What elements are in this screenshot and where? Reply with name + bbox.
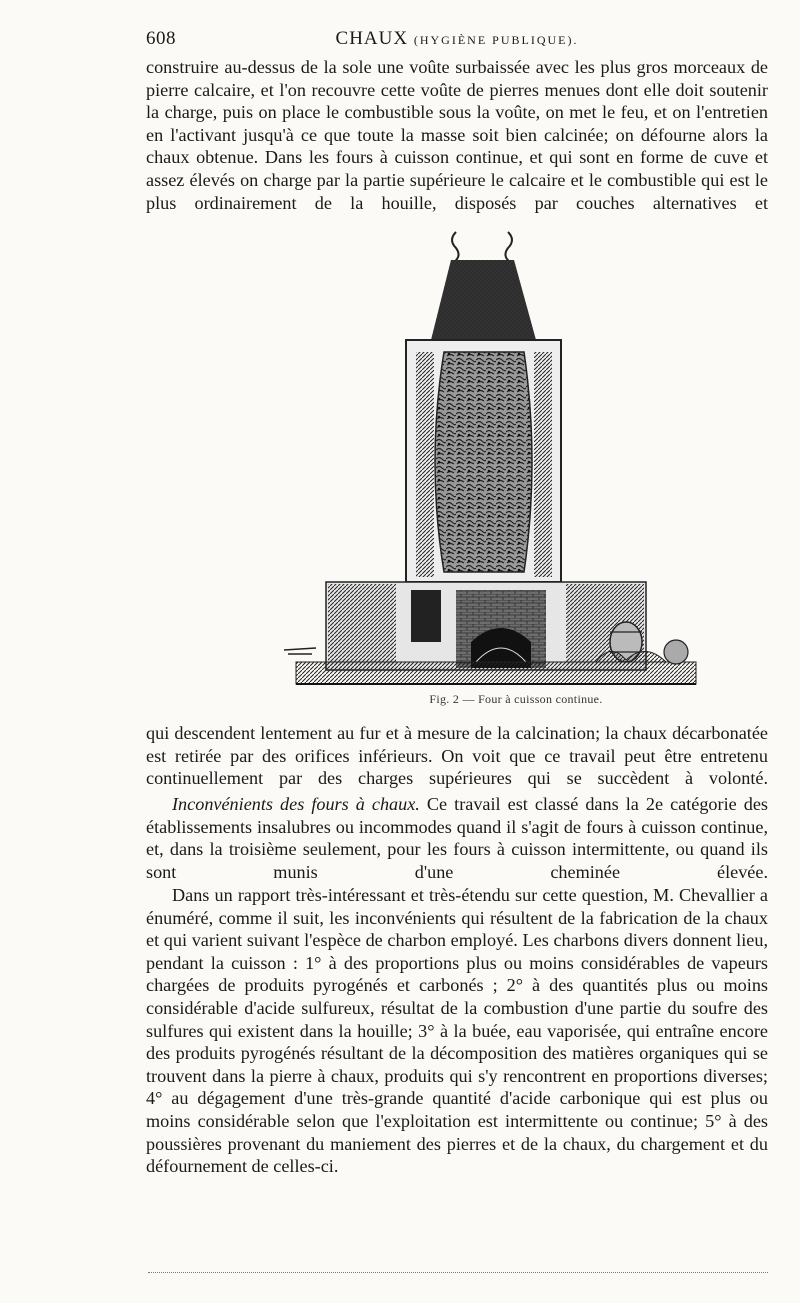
kiln-illustration <box>266 222 726 690</box>
paragraph-inconvenients <box>146 793 768 883</box>
ground-platform <box>296 662 696 684</box>
running-header <box>146 28 768 52</box>
running-title-subtitle: (HYGIÈNE PUBLIQUE). <box>413 33 579 47</box>
section-heading: Inconvénients des fours à chaux. <box>172 794 420 814</box>
chimney-cone <box>431 260 536 340</box>
running-title <box>146 28 768 50</box>
section-body: Ce travail est classé dans la 2e catégorie des établissements insalubres ou incommodes quand il s'agit de fours à cuisson continue, et, dans la troisième seulement, pour les fours à cuisson intermittente, ou quand ils sont munis d'une cheminée élevée. <box>146 794 768 882</box>
paragraph-intro: construire au-dessus de la sole une voûte surbaissée avec les plus gros morceaux de pierre calcaire, et l'on recouvre cette voûte de pierres menues dont elle doit soutenir la charge, puis on place le combustible sous la voûte, on met le feu, et on l'entretien en l'activant jusqu'à ce que toute la masse soit bien calcinée; on défourne alors la chaux obtenue. Dans les fours à cuisson continue, et qui sont en forme de cuve et assez élevés on charge par la partie supérieure le calcaire et le combustible qui est le plus ordinairement de la houille, disposés par couches alternatives et <box>146 57 768 213</box>
smoke-icon <box>452 232 512 262</box>
running-title-main: CHAUX <box>335 28 409 49</box>
tool-icon <box>284 648 316 654</box>
kiln-base <box>326 582 646 670</box>
page-number: 608 <box>146 28 176 49</box>
paragraph-calcination: qui descendent lentement au fur et à mesure de la calcination; la chaux décarbonatée est retirée par des orifices inférieurs. On voit que ce travail peut être entretenu continuellement par des charges supérieures qui se succèdent à volonté. <box>146 723 768 789</box>
footer-rule <box>148 1272 768 1273</box>
kiln-tower <box>406 340 561 582</box>
figure-caption: Fig. 2 — Four à cuisson continue. <box>429 692 603 706</box>
paragraph-chevallier: Dans un rapport très-intéressant et très-étendu sur cette question, M. Chevallier a énuméré, comme il suit, les inconvénients qui résultent de la fabrication de la chaux et qui varient suivant l'espèce de charbon employé. Les charbons divers donnent lieu, pendant la cuisson : 1° à des proportions plus ou moins considérables de vapeurs chargées de produits pyrogénés et carbonés ; 2° à des quantités plus ou moins considérable d'acide sulfureux, résultat de la combustion d'une partie du soufre des sulfures qui existent dans la houille; 3° à la buée, eau vaporisée, qui entraîne encore des produits pyrogénés résultant de la décomposition des matières organiques qui se trouvent dans la pierre à chaux, produits qui s'y rencontrent en proportions diverses; 4° au dégagement d'une très-grande quantité d'acide carbonique qui est plus ou moins considérable selon que l'exploitation est intermittente ou continue; 5° à des poussières provenant du maniement des pierres et de la chaux, du chargement et du défournement de celles-ci. <box>146 885 768 1177</box>
